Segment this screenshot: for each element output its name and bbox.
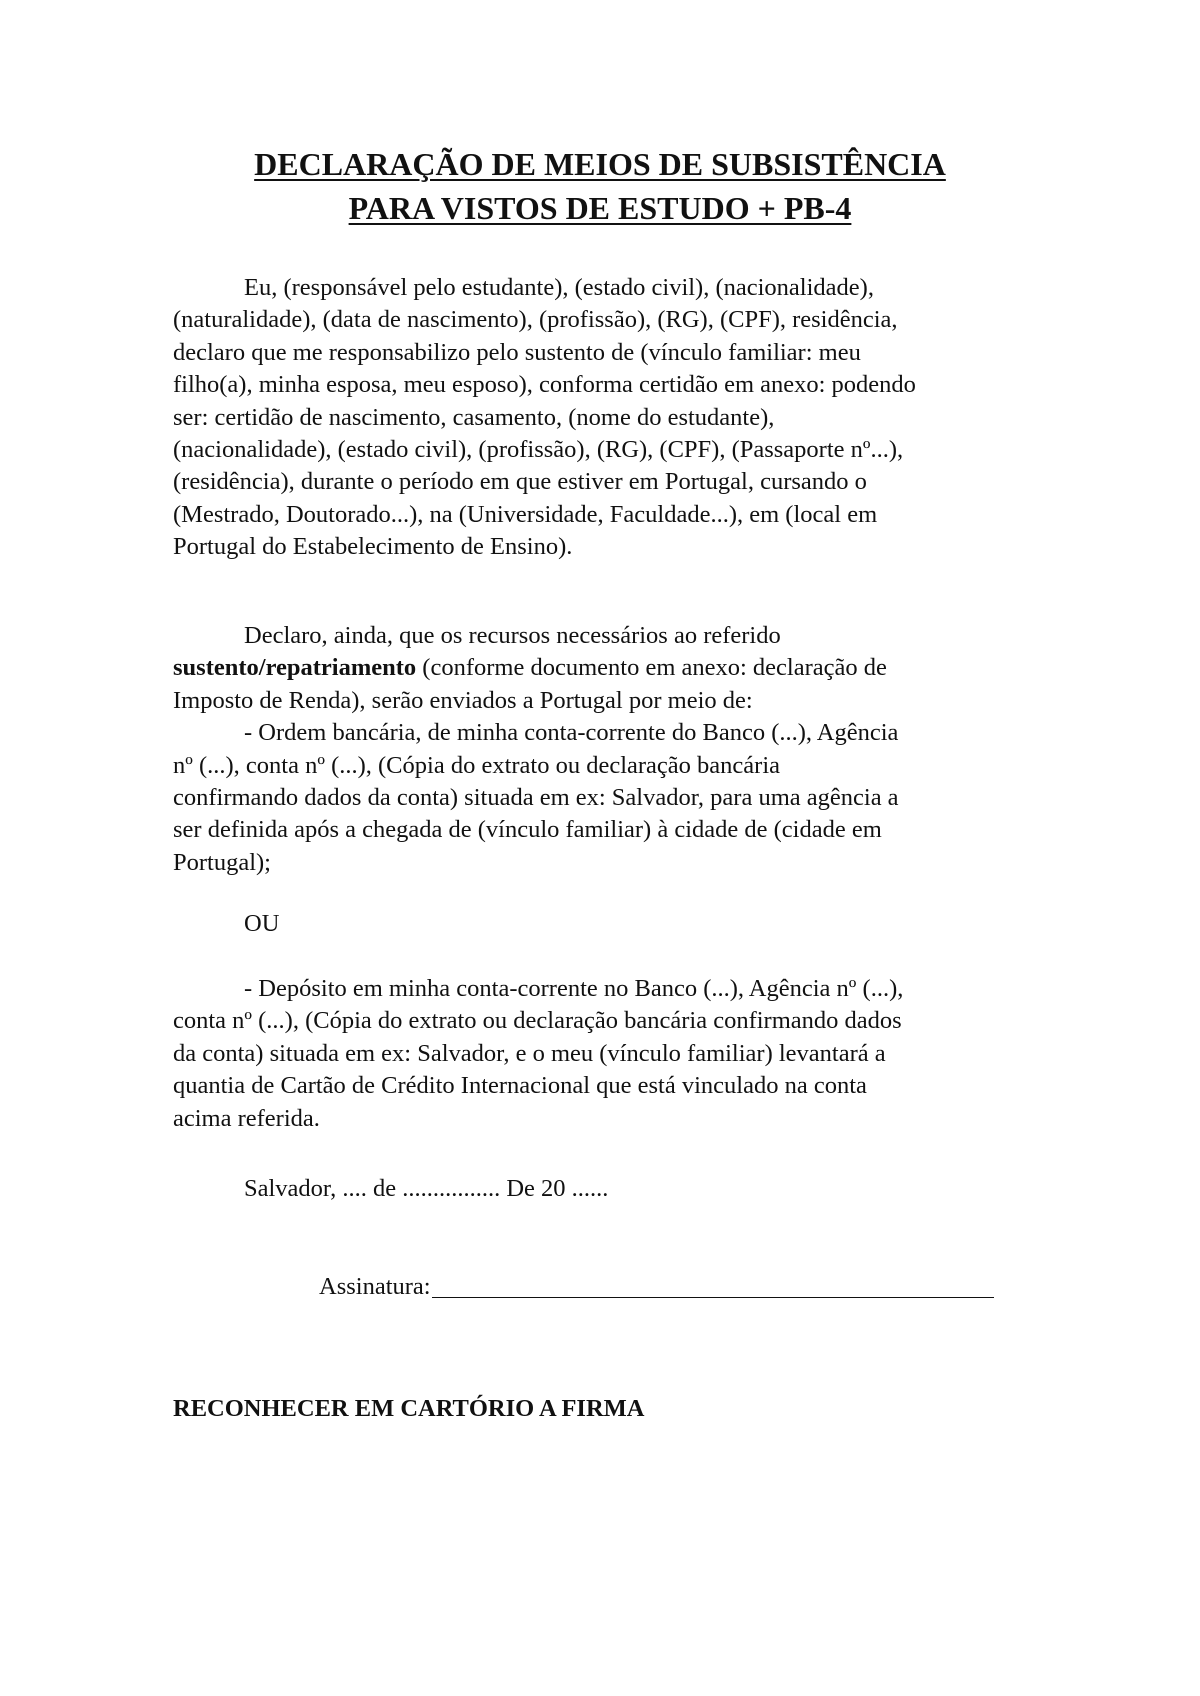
paragraph-line: declaro que me responsabilizo pelo sustento de (vínculo familiar: meu: [173, 338, 861, 366]
title-line-2: PARA VISTOS DE ESTUDO + PB-4: [348, 190, 852, 226]
or-separator-text: OU: [244, 910, 280, 937]
notarization-note: RECONHECER EM CARTÓRIO A FIRMA: [173, 1395, 645, 1422]
paragraph-line: (residência), durante o período em que estiver em Portugal, cursando o: [173, 468, 867, 496]
paragraph-line: Eu, (responsável pelo estudante), (estado civil), (nacionalidade),: [244, 274, 874, 301]
signature-label: Assinatura:: [319, 1273, 431, 1300]
paragraph-line: Declaro, ainda, que os recursos necessários ao referido: [244, 622, 781, 649]
place-date-line: Salvador, .... de ................ De 20 ......: [244, 1175, 609, 1202]
title-line-1: DECLARAÇÃO DE MEIOS DE SUBSISTÊNCIA: [254, 146, 946, 182]
paragraph-line: [173, 652, 1043, 684]
paragraph-line: filho(a), minha esposa, meu esposo), conforma certidão em anexo: podendo: [173, 371, 916, 399]
option-deposit-line: da conta) situada em ex: Salvador, e o meu (vínculo familiar) levantará a: [173, 1039, 886, 1067]
signature-line: [432, 1273, 994, 1298]
signature-block: [319, 1269, 994, 1301]
option-deposit-line: conta nº (...), (Cópia do extrato ou declaração bancária confirmando dados: [173, 1007, 902, 1035]
paragraph-line: Imposto de Renda), serão enviados a Portugal por meio de:: [173, 686, 753, 714]
or-separator: [173, 908, 1043, 940]
option-deposit-line: acima referida.: [173, 1104, 320, 1132]
paragraph-line: ser: certidão de nascimento, casamento, (nome do estudante),: [173, 403, 775, 431]
paragraph-line-rest: (conforme documento em anexo: declaração de: [416, 654, 887, 682]
option-deposit-line: quantia de Cartão de Crédito Internacional que está vinculado na conta: [173, 1072, 867, 1100]
paragraph-deposit-option: [173, 973, 1043, 1135]
paragraph-line: (Mestrado, Doutorado...), na (Universidade, Faculdade...), em (local em: [173, 500, 878, 528]
paragraph-line: (nacionalidade), (estado civil), (profissão), (RG), (CPF), (Passaporte nº...),: [173, 436, 904, 464]
paragraph-line: (naturalidade), (data de nascimento), (profissão), (RG), (CPF), residência,: [173, 306, 898, 334]
option-deposit-line: - Depósito em minha conta-corrente no Banco (...), Agência nº (...),: [244, 975, 904, 1002]
option-bank-order-line: nº (...), conta nº (...), (Cópia do extrato ou declaração bancária: [173, 751, 781, 779]
document-title: [150, 142, 1050, 230]
paragraph-responsible-declaration: [173, 272, 1043, 564]
option-bank-order-line: ser definida após a chegada de (vínculo familiar) à cidade de (cidade em: [173, 816, 882, 844]
paragraph-resources-declaration: [173, 620, 1043, 879]
option-bank-order-line: Portugal);: [173, 848, 271, 876]
option-bank-order-line: - Ordem bancária, de minha conta-corrente do Banco (...), Agência: [244, 719, 899, 747]
paragraph-line: Portugal do Estabelecimento de Ensino).: [173, 533, 573, 561]
option-bank-order-line: confirmando dados da conta) situada em ex: Salvador, para uma agência a: [173, 784, 899, 812]
bold-term-sustento: sustento/repatriamento: [173, 654, 417, 682]
